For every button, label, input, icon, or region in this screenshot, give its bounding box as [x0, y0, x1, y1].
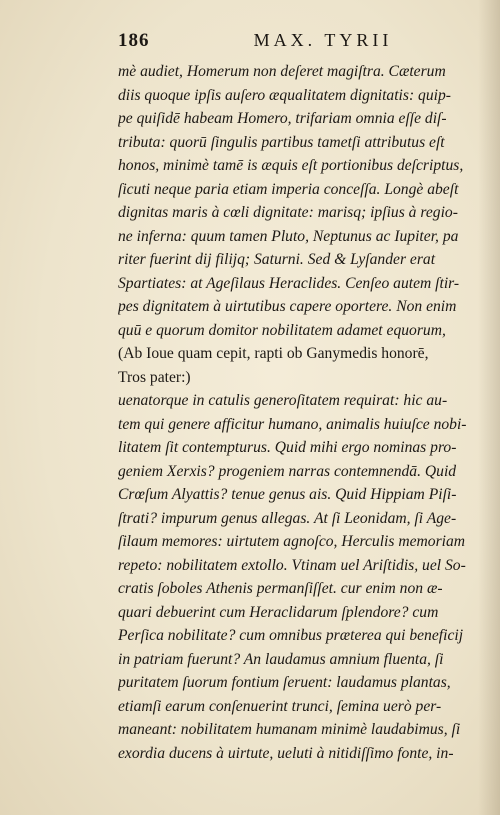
text-line: mè audiet, Homerum non deſeret magiſtra. Cæterum — [118, 63, 446, 80]
text-line: ſilaum memores: uirtutem agnoſco, Herculis memoriam — [118, 533, 466, 550]
text-line: dignitas maris à cœli dignitate: marisq; ipſius à regio- — [118, 204, 458, 221]
page-header — [118, 30, 488, 56]
text-line: quū e quorum domitor nobilitatem adamet equorum, — [118, 321, 446, 339]
text-line: honos, minimè tamē is æquis eſt portionibus deſcriptus, — [118, 157, 464, 174]
text-line: ſicuti neque paria etiam imperia conceſſa. Longè abeſt — [118, 180, 459, 198]
text-line: tem qui genere afficitur humano, animalis huiuſce nobi- — [118, 415, 467, 433]
text-line: (Ab Ioue quam cepit, rapti ob Ganymedis honorē, — [118, 345, 429, 362]
text-line: diis quoque ipſis auſero æqualitatem dignitatis: quip- — [118, 86, 451, 104]
text-line: tributa: quorū ſingulis partibus tametſi attributus eſt — [118, 133, 445, 151]
text-line: quari debuerint cum Heraclidarum ſplendore? cum — [118, 603, 439, 621]
text-line: ſtrati? impurum genus allegas. At ſi Leonidam, ſi Age- — [118, 509, 457, 527]
text-line: riter fuerint dij filijq; Saturni. Sed & Lyſander erat — [118, 251, 436, 268]
text-line: puritatem ſuorum fontium ſeruent: laudamus plantas, — [118, 674, 451, 691]
text-line: Crœſum Alyattis? tenue genus ais. Quid Hippiam Piſi- — [118, 486, 457, 503]
text-line: pe quiſidē habeam Homero, trifariam omnia eſſe diſ- — [118, 110, 447, 127]
text-line: cratis ſoboles Athenis permanſiſſet. cur enim non æ- — [118, 580, 443, 597]
running-head: MAX. TYRII — [253, 30, 393, 50]
page-number: 186 — [118, 30, 150, 51]
body-text — [118, 60, 490, 765]
text-line: maneant: nobilitatem humanam minimè laudabimus, ſi — [118, 721, 461, 738]
text-line: Perſica nobilitate? cum omnibus præterea qui beneficij — [118, 627, 464, 644]
text-line: in patriam fuerunt? An laudamus amnium fluenta, ſi — [118, 650, 444, 668]
text-line: Spartiates: at Ageſilaus Heraclides. Cenſeo autem ſtir- — [118, 274, 460, 292]
text-line: pes dignitatem à uirtutibus capere oportere. Non enim — [118, 298, 457, 315]
text-line: etiamſi earum conſenuerint trunci, ſemina uerò per- — [118, 697, 442, 715]
text-line: ne inferna: quum tamen Pluto, Neptunus ac Iupiter, pa — [118, 227, 459, 245]
text-line: uenatorque in catulis generoſitatem requirat: hic au- — [118, 392, 448, 409]
text-line: geniem Xerxis? progeniem narras contemnendā. Quid — [118, 462, 457, 480]
text-line: repeto: nobilitatem extollo. Vtinam uel Ariſtidis, uel So- — [118, 556, 466, 574]
text-line: exordia ducens à uirtute, ueluti à nitidiſſimo fonte, in- — [118, 744, 454, 762]
text-line: litatem ſit contempturus. Quid mihi ergo nominas pro- — [118, 439, 457, 456]
text-line: Tros pater:) — [118, 368, 191, 386]
